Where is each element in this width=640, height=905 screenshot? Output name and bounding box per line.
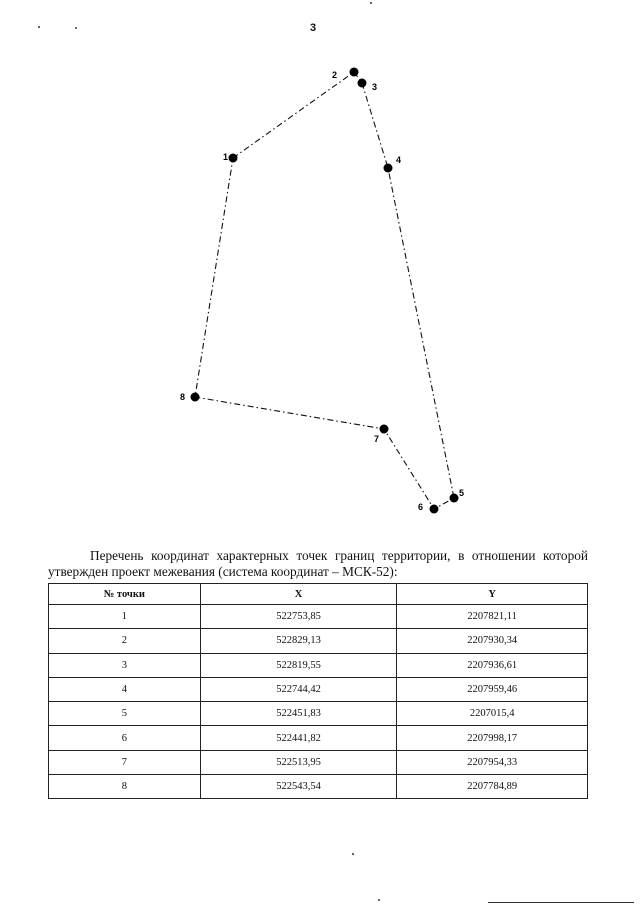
point-marker — [380, 425, 389, 434]
point-marker — [384, 164, 393, 173]
cell-y: 2207954,33 — [397, 750, 588, 774]
cell-x: 522744,42 — [200, 677, 397, 701]
point-marker — [358, 79, 367, 88]
cell-point-number: 8 — [49, 775, 201, 799]
cell-y: 2207936,61 — [397, 653, 588, 677]
cell-x: 522829,13 — [200, 629, 397, 653]
point-label: 7 — [374, 434, 380, 444]
table-row — [49, 629, 588, 653]
cell-y: 2207930,34 — [397, 629, 588, 653]
cell-y: 2207784,89 — [397, 775, 588, 799]
point-marker — [450, 494, 459, 503]
boundary-line — [195, 72, 454, 509]
point-8 — [180, 392, 200, 402]
coordinates-table — [48, 583, 588, 799]
cell-point-number: 5 — [49, 702, 201, 726]
cell-point-number: 4 — [49, 677, 201, 701]
table-row — [49, 750, 588, 774]
point-7 — [374, 425, 389, 445]
point-5 — [450, 488, 465, 503]
cell-point-number: 1 — [49, 605, 201, 629]
point-label: 3 — [372, 82, 378, 92]
cell-x: 522819,55 — [200, 653, 397, 677]
point-1 — [223, 152, 238, 163]
point-marker — [430, 505, 439, 514]
cell-x: 522441,82 — [200, 726, 397, 750]
point-label: 8 — [180, 392, 186, 402]
column-header-point-number: № точки — [49, 584, 201, 605]
footer-rule — [488, 902, 634, 903]
point-marker — [191, 393, 200, 402]
cell-x: 522753,85 — [200, 605, 397, 629]
cell-x: 522513,95 — [200, 750, 397, 774]
table-row — [49, 605, 588, 629]
point-3 — [358, 79, 378, 93]
point-marker — [229, 154, 238, 163]
scan-speck — [352, 853, 354, 855]
column-header-y: Y — [397, 584, 588, 605]
cell-point-number: 2 — [49, 629, 201, 653]
point-label: 2 — [332, 70, 338, 80]
table-row — [49, 653, 588, 677]
point-label: 5 — [459, 488, 465, 498]
point-6 — [418, 502, 439, 514]
cell-y: 2207015,4 — [397, 702, 588, 726]
column-header-x: X — [200, 584, 397, 605]
cell-point-number: 6 — [49, 726, 201, 750]
point-marker — [350, 68, 359, 77]
table-row — [49, 702, 588, 726]
table-row — [49, 775, 588, 799]
point-label: 4 — [396, 155, 402, 165]
point-label: 6 — [418, 502, 424, 512]
table-header-row — [49, 584, 588, 605]
cell-x: 522451,83 — [200, 702, 397, 726]
cell-y: 2207959,46 — [397, 677, 588, 701]
cell-y: 2207998,17 — [397, 726, 588, 750]
table-row — [49, 726, 588, 750]
table-row — [49, 677, 588, 701]
cell-y: 2207821,11 — [397, 605, 588, 629]
cell-point-number: 3 — [49, 653, 201, 677]
cell-x: 522543,54 — [200, 775, 397, 799]
point-label: 1 — [223, 152, 229, 162]
page-number: 3 — [310, 22, 317, 34]
table-caption: Перечень координат характерных точек границ территории, в отношении которой утвержден проект межевания (система координат – МСК-52): — [48, 548, 588, 579]
cell-point-number: 7 — [49, 750, 201, 774]
scan-speck — [378, 899, 380, 901]
